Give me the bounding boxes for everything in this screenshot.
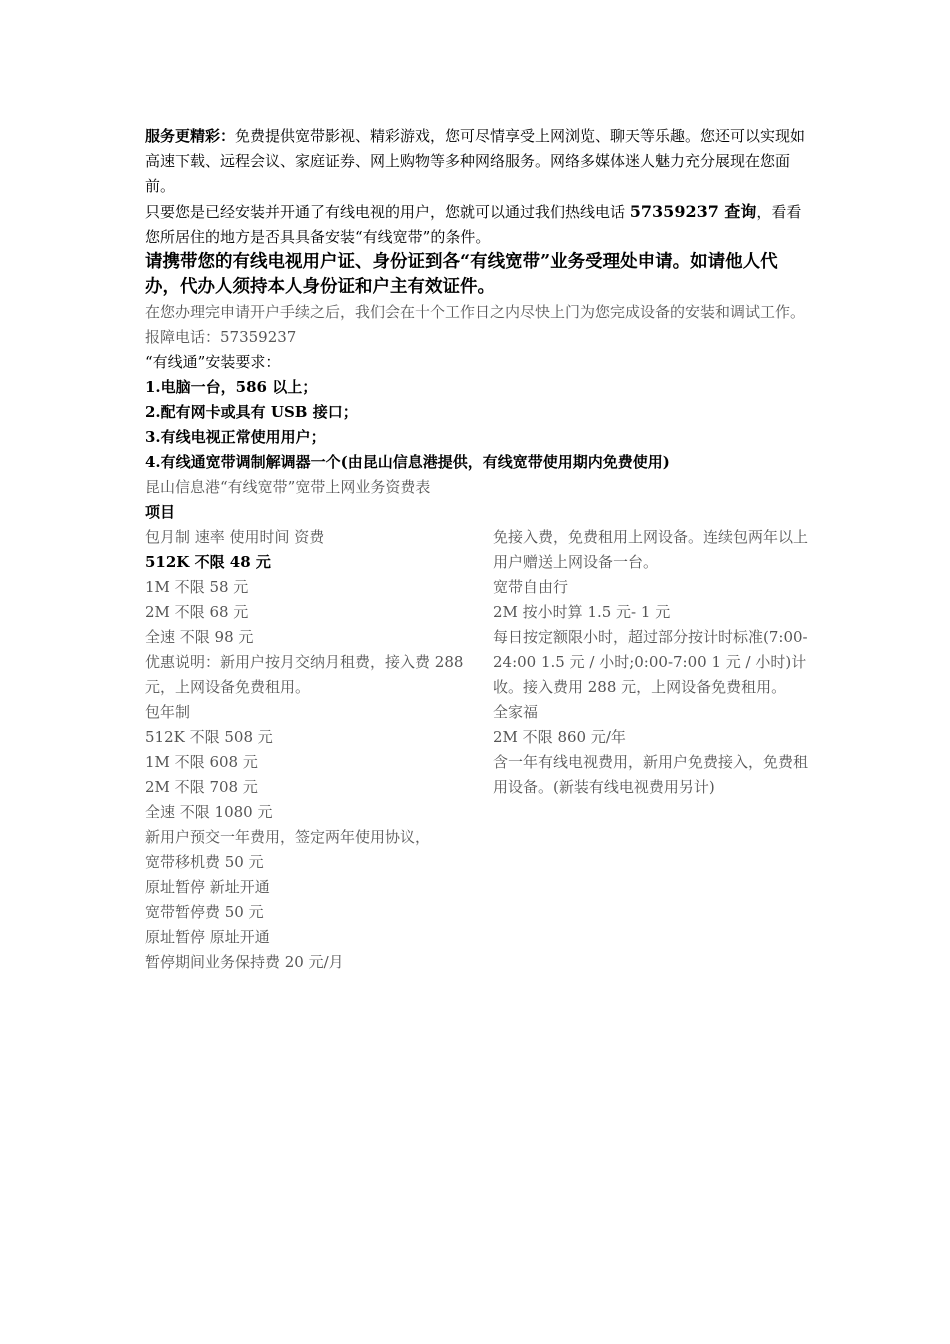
- fee-item: 宽带移机费 50 元: [145, 853, 264, 871]
- fee-line: 优惠说明：新用户按月交纳月租费，接入费 288 元，上网设备免费租用。: [145, 653, 464, 696]
- fee-line: 全速 不限 98 元: [145, 628, 254, 646]
- fee-line: 免接入费，免费租用上网设备。连续包两年以上用户赠送上网设备一台。: [493, 528, 809, 571]
- fee-line: 新用户预交一年费用，签定两年使用协议，: [145, 828, 431, 846]
- requirement-item: 1.电脑一台，586 以上；: [145, 378, 318, 396]
- fee-item: 原址暂停 原址开通: [145, 928, 270, 946]
- table-title: 昆山信息港“有线宽带”宽带上网业务资费表: [145, 478, 431, 496]
- fee-right-column: [493, 525, 813, 800]
- fee-line: 512K 不限 48 元: [145, 553, 271, 571]
- requirement-item: 2.配有网卡或具有 USB 接口；: [145, 403, 358, 421]
- fee-line: 2M 不限 68 元: [145, 603, 249, 621]
- fee-line: 1M 不限 608 元: [145, 753, 258, 771]
- fee-line: 每日按定额限小时，超过部分按计时标准(7:00-24:00 1.5 元 / 小时;0:00-7:00 1 元 / 小时)计收。接入费用 288 元，上网设备免费租用。: [493, 628, 808, 696]
- requirement-item: 4.有线通宽带调制解调器一个(由昆山信息港提供，有线宽带使用期内免费使用): [145, 453, 670, 471]
- fee-line: 宽带自由行: [493, 578, 569, 596]
- fee-line: 包年制: [145, 703, 191, 721]
- requirements-title: “有线通”安装要求：: [145, 353, 281, 371]
- install-note: 在您办理完申请开户手续之后，我们会在十个工作日之内尽快上门为您完成设备的安装和调试工作。报障电话：57359237: [145, 303, 806, 346]
- fee-line: 2M 不限 860 元/年: [493, 728, 626, 746]
- intro-paragraph: [145, 124, 810, 199]
- fee-line: 全速 不限 1080 元: [145, 803, 273, 821]
- fee-item: 宽带暂停费 50 元: [145, 903, 264, 921]
- hotline-number: 57359237 查询: [629, 202, 757, 221]
- fee-left-column: [145, 525, 465, 850]
- fee-item: 暂停期间业务保持费 20 元/月: [145, 953, 344, 971]
- requirement-item: 3.有线电视正常使用用户；: [145, 428, 326, 446]
- hotline-after: ，看看您所居住的地方是否具具备安装“有线宽带”的条件。: [145, 203, 802, 246]
- apply-note: 请携带您的有线电视用户证、身份证到各“有线宽带”业务受理处申请。如请他人代办，代办人须持本人身份证和户主有效证件。: [145, 252, 778, 297]
- fee-line: 2M 不限 708 元: [145, 778, 258, 796]
- document-page: [145, 124, 810, 975]
- fee-line: 512K 不限 508 元: [145, 728, 273, 746]
- fee-columns: [145, 525, 810, 846]
- project-label: 项目: [145, 503, 176, 521]
- fee-line: 1M 不限 58 元: [145, 578, 249, 596]
- fee-line: 包月制 速率 使用时间 资费: [145, 528, 325, 546]
- fee-line: 含一年有线电视费用，新用户免费接入，免费租用设备。(新装有线电视费用另计): [493, 753, 809, 796]
- hotline-before: 只要您是已经安装并开通了有线电视的用户，您就可以通过我们热线电话: [145, 203, 630, 221]
- intro-lead: 服务更精彩：: [145, 127, 236, 145]
- fee-item: 原址暂停 新址开通: [145, 878, 270, 896]
- intro-text: 免费提供宽带影视、精彩游戏，您可尽情享受上网浏览、聊天等乐趣。您还可以实现如高速下载、远程会议、家庭证券、网上购物等多种网络服务。网络多媒体迷人魅力充分展现在您面前。: [145, 127, 806, 195]
- fee-line: 2M 按小时算 1.5 元- 1 元: [493, 603, 671, 621]
- hotline-paragraph: [145, 199, 810, 250]
- fee-line: 全家福: [493, 703, 539, 721]
